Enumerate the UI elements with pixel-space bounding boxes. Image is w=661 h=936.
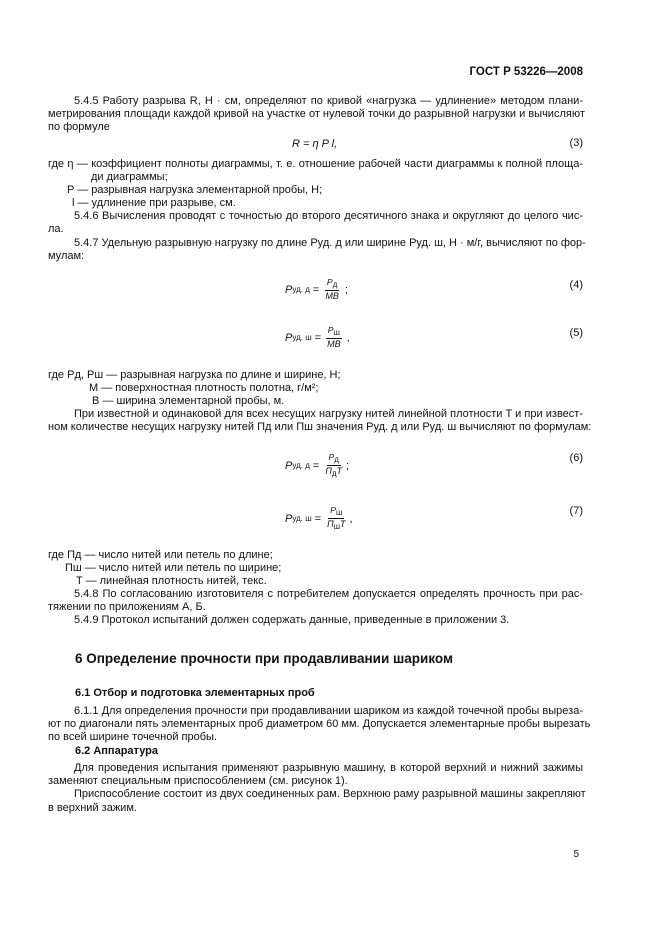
formula-7: P уд. ш = $\frac{P_ш}{П_шT}$ , [285,505,353,531]
where1-P: P — разрывная нагрузка элементарной пробы, Н; [67,184,323,196]
formula-6: P уд. д = $\frac{P_д}{П_дT}$ ; [285,452,350,478]
where2-line3: B — ширина элементарной пробы, м. [92,395,285,407]
para-known-line2: ном количестве несущих нагрузку нитей Пд или Пш значения Pуд. д или Pуд. ш вычисляют по формулам: [48,421,592,433]
equation-number-4: (4) [569,279,583,291]
document-header: ГОСТ Р 53226—2008 [469,66,583,78]
formula-7-den: П [327,519,334,529]
formula-7-lhs-sub: уд. ш [292,514,312,523]
formula-6-den-sub: д [331,469,337,478]
where1-l: l — удлинение при разрыве, см. [72,197,236,209]
para-545-line1: 5.4.5 Работу разрыва R, Н · см, определяют по кривой «нагрузка — удлинение» методом плани- [74,95,583,107]
para-546-line2: ла. [48,223,64,235]
formula-7-den-tail: T [340,519,346,529]
formula-5-tail: , [346,331,350,344]
para-611-line3: по всей ширине точечной пробы. [48,731,218,743]
formula-3: R = η P l, [292,138,338,150]
para-611-line1: 6.1.1 Для определения прочности при продавливании шариком из каждой точечной пробы выреза- [74,705,583,717]
equation-number-5: (5) [569,327,583,339]
formula-4-den: MB [325,291,339,301]
para-546-line1: 5.4.6 Вычисления проводят с точностью до второго десятичного знака и округляют до целого чис- [74,210,583,222]
formula-5-lhs: P [285,331,293,344]
formula-4-lhs: P [285,283,293,296]
formula-4-num-sub: д [332,280,338,289]
formula-7-lhs: P [285,512,293,525]
formula-5-den: MB [327,339,341,349]
equation-number-3: (3) [569,137,583,149]
formula-6-num-sub: д [334,455,339,464]
equation-number-6: (6) [569,452,583,464]
formula-4: P уд. д = $\frac{P_д}{MB}$ ; [285,277,348,301]
para-548-line1: 5.4.8 По согласованию изготовителя с потребителем допускается определять прочность при рас- [74,588,583,600]
where3-line1: где Пд — число нитей или петель по длине; [48,549,273,561]
formula-5: P уд. ш = $\frac{P_ш}{MB}$ , [285,325,350,349]
where1-eta-cont: ди диаграммы; [91,171,168,183]
para-547-line2: мулам: [48,250,85,262]
formula-4-fraction [323,277,341,302]
formula-7-num: P [330,505,336,515]
para-known-line1: При известной и одинаковой для всех несущих нагрузку нитей линейной плотности T и при извест- [74,408,583,420]
formula-5-num: P [327,325,334,335]
subsection-61-title: 6.1 Отбор и подготовка элементарных проб [75,687,315,699]
para-62-line2: заменяют специальным приспособлением (см. рисунок 1). [48,775,348,787]
where3-line3: T — линейная плотность нитей, текс. [76,575,267,587]
formula-7-num-sub: ш [335,508,343,517]
where2-line2: M — поверхностная плотность полотна, г/м²; [89,382,319,394]
para-545-line2: метрирования площади каждой кривой на участке от нулевой точки до разрывной нагрузки и вычисляют [48,108,585,120]
para-545-line3: по формуле [48,121,110,133]
formula-5-fraction [325,325,343,350]
formula-6-tail: ; [346,459,350,472]
para-549: 5.4.9 Протокол испытаний должен содержать данные, приведенные в приложении 3. [74,614,510,626]
formula-4-tail: ; [344,283,348,296]
para-547-line1: 5.4.7 Удельную разрывную нагрузку по длине Pуд. д или ширине Pуд. ш, Н · м/г, вычисляют по фор- [74,237,586,249]
formula-5-num-sub: ш [333,328,340,337]
formula-7-tail: , [349,512,353,525]
para-62-line3: Приспособление состоит из двух соединенных рам. Верхнюю раму разрывной машины закрепляют [74,788,586,800]
page-number: 5 [573,849,579,860]
formula-6-fraction [323,452,344,479]
para-548-line2: тяжении по приложениям А, Б. [48,601,206,613]
formula-4-num: P [326,277,333,287]
formula-6-den-tail: T [336,466,343,476]
formula-7-fraction [325,505,347,532]
subsection-62-title: 6.2 Аппаратура [75,745,159,757]
where3-line2: Пш — число нитей или петель по ширине; [65,562,282,574]
formula-4-lhs-sub: уд. д [292,285,310,294]
section-6-title: 6 Определение прочности при продавливании шариком [75,651,453,666]
formula-6-den: П [325,466,332,476]
formula-6-lhs: P [285,459,293,472]
where2-line1: где Pд, Pш — разрывная нагрузка по длине и ширине, Н; [48,369,341,381]
para-62-line1: Для проведения испытания применяют разрывную машину, в которой верхний и нижний зажимы [74,762,583,774]
equation-number-7: (7) [569,505,583,517]
where1-eta: где η — коэффициент полноты диаграммы, т. е. отношение рабочей части диаграммы к полной площа- [48,158,583,170]
formula-6-lhs-sub: уд. д [292,461,310,470]
formula-5-lhs-sub: уд. ш [292,333,312,342]
formula-6-num: P [328,452,335,462]
para-611-line2: ют по диагонали пять элементарных проб диаметром 60 мм. Допускается элементарные пробы вырезать [48,718,591,730]
formula-7-den-sub: ш [333,522,341,531]
para-62-line4: в верхний зажим. [48,802,137,814]
